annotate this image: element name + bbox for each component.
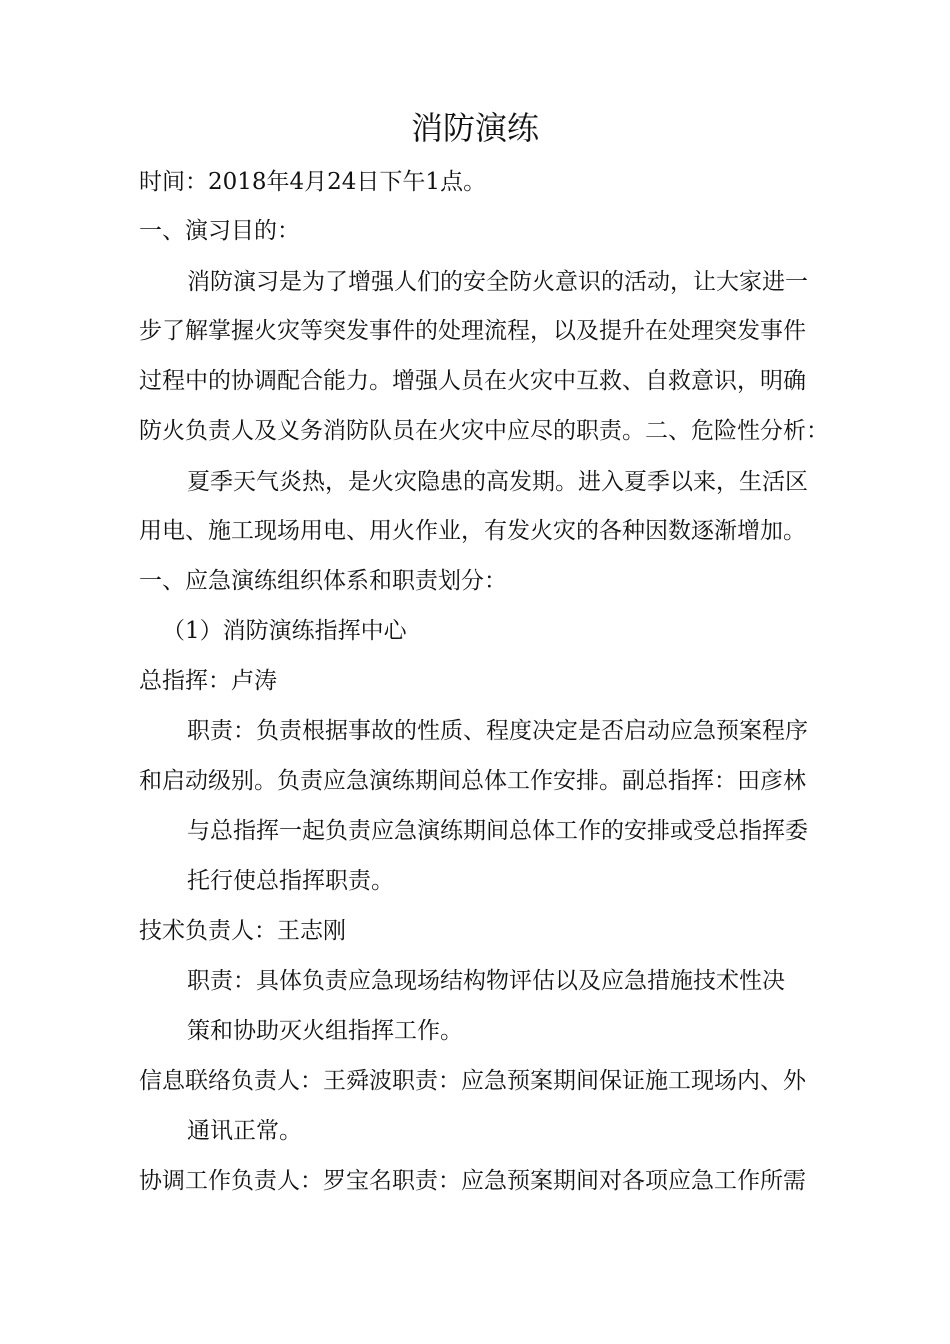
paragraph-line: 步了解掌握火灾等突发事件的处理流程，以及提升在处理突发事件: [139, 318, 806, 344]
paragraph-line: 过程中的协调配合能力。增强人员在火灾中互救、自救意识，明确: [139, 368, 806, 394]
paragraph-line: 消防演习是为了增强人们的安全防火意识的活动，让大家进一: [187, 269, 808, 295]
paragraph-line: 通讯正常。: [187, 1118, 302, 1144]
paragraph-line: 与总指挥一起负责应急演练期间总体工作的安排或受总指挥委: [187, 818, 808, 844]
time-line: 时间：2018年4月24日下午1点。: [139, 169, 487, 195]
paragraph-line: 和启动级别。负责应急演练期间总体工作安排。副总指挥：田彦林: [139, 768, 806, 794]
subsection-heading: （1）消防演练指挥中心: [162, 618, 407, 644]
role-line: 技术负责人：王志刚: [139, 918, 346, 944]
section-heading-organization: 一、应急演练组织体系和职责划分：: [139, 568, 507, 594]
paragraph-line: 托行使总指挥职责。: [187, 868, 394, 894]
paragraph-line: 防火负责人及义务消防队员在火灾中应尽的职责。二、危险性分析：: [139, 418, 829, 444]
document-title: 消防演练: [410, 109, 539, 147]
paragraph-line: 职责：具体负责应急现场结构物评估以及应急措施技术性决: [187, 968, 785, 994]
role-line: 总指挥：卢涛: [139, 668, 277, 694]
section-heading-purpose: 一、演习目的：: [139, 218, 300, 244]
paragraph-line: 职责：负责根据事故的性质、程度决定是否启动应急预案程序: [187, 718, 808, 744]
role-line: 信息联络负责人：王舜波职责：应急预案期间保证施工现场内、外: [139, 1068, 806, 1094]
paragraph-line: 用电、施工现场用电、用火作业，有发火灾的各种因数逐渐增加。: [139, 518, 806, 544]
paragraph-line: 策和协助灭火组指挥工作。: [187, 1018, 463, 1044]
role-line: 协调工作负责人：罗宝名职责：应急预案期间对各项应急工作所需: [139, 1168, 806, 1194]
paragraph-line: 夏季天气炎热，是火灾隐患的高发期。进入夏季以来，生活区: [187, 469, 808, 495]
